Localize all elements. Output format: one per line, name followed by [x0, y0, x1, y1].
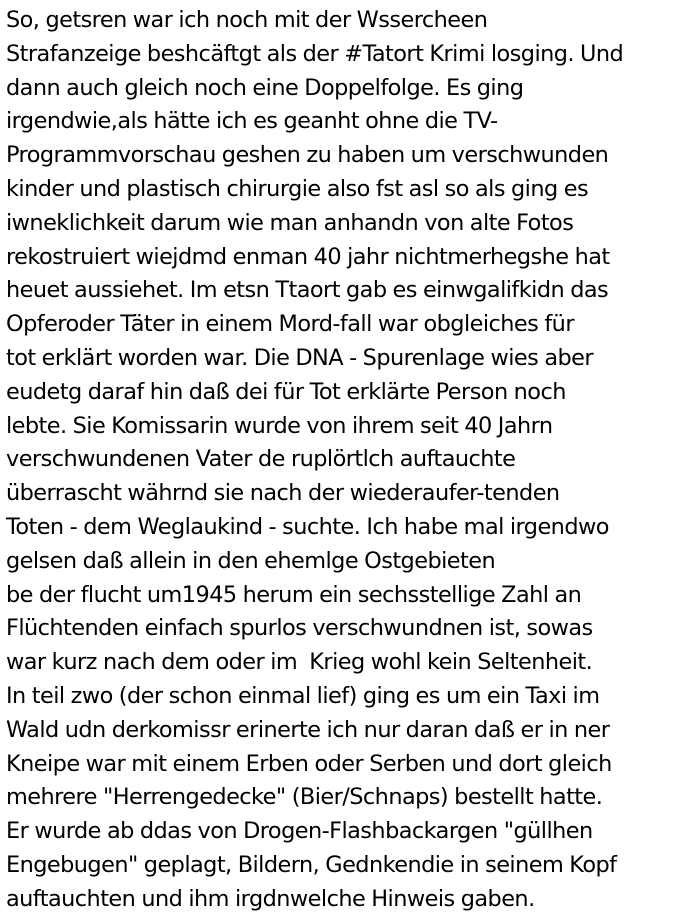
text-line: heuet aussiehet. Im etsn Ttaort gab es einwgalifkidn das [6, 277, 609, 304]
text-line: mehrere "Herrengedecke" (Bier/Schnaps) bestellt hatte. [6, 784, 603, 811]
text-line: irgendwie,als hätte ich es geanht ohne die TV- [6, 108, 498, 135]
text-line: be der flucht um1945 herum ein sechsstellige Zahl an [6, 581, 582, 608]
text-line: So, getsren war ich noch mit der Wssercheen [6, 7, 488, 33]
text-line: iwneklichkeit darum wie man anhandn von alte Fotos [6, 209, 574, 236]
text-line: eudetg daraf hin daß dei für Tot erklärte Person noch [6, 378, 566, 405]
text-line: Er wurde ab ddas von Drogen-Flashbackargen "güllhen [6, 818, 593, 845]
text-line: In teil zwo (der schon einmal lief) ging es um ein Taxi im [6, 682, 600, 709]
text-line: auftauchten und ihm irgdnwelche Hinweis gaben. [6, 885, 535, 912]
text-line: Strafanzeige beshcäftgt als der #Tatort Krimi losging. Und [6, 40, 624, 67]
text-line: Programmvorschau geshen zu haben um verschwunden [6, 142, 609, 169]
text-line: Opferoder Täter in einem Mord-fall war obgleiches für [6, 311, 574, 338]
text-line: rekostruiert wiejdmd enman 40 jahr nichtmerhegshe hat [6, 243, 610, 270]
text-line: verschwundenen Vater de ruplörtlch auftauchte [6, 446, 516, 473]
text-line: Wald udn derkomissr erinerte ich nur daran daß er in ner [6, 716, 610, 743]
text-line: war kurz nach dem oder im Krieg wohl kein Seltenheit. [6, 649, 593, 676]
text-line: Flüchtenden einfach spurlos verschwundnen ist, sowas [6, 615, 593, 642]
text-line: kinder und plastisch chirurgie also fst asl so als ging es [6, 175, 589, 202]
document-text [6, 4, 682, 917]
text-line: Kneipe war mit einem Erben oder Serben und dort gleich [6, 750, 612, 777]
text-line: dann auch gleich noch eine Doppelfolge. Es ging [6, 74, 524, 101]
text-line: lebte. Sie Komissarin wurde von ihrem seit 40 Jahrn [6, 412, 553, 439]
text-line: Engebugen" geplagt, Bildern, Gednkendie in seinem Kopf [6, 851, 617, 878]
text-line: tot erklärt worden war. Die DNA - Spurenlage wies aber [6, 344, 594, 371]
text-line: gelsen daß allein in den ehemlge Ostgebieten [6, 547, 496, 574]
text-line: überrascht währnd sie nach der wiederaufer-tenden [6, 480, 560, 507]
text-line: Toten - dem Weglaukind - suchte. Ich habe mal irgendwo [6, 513, 609, 540]
